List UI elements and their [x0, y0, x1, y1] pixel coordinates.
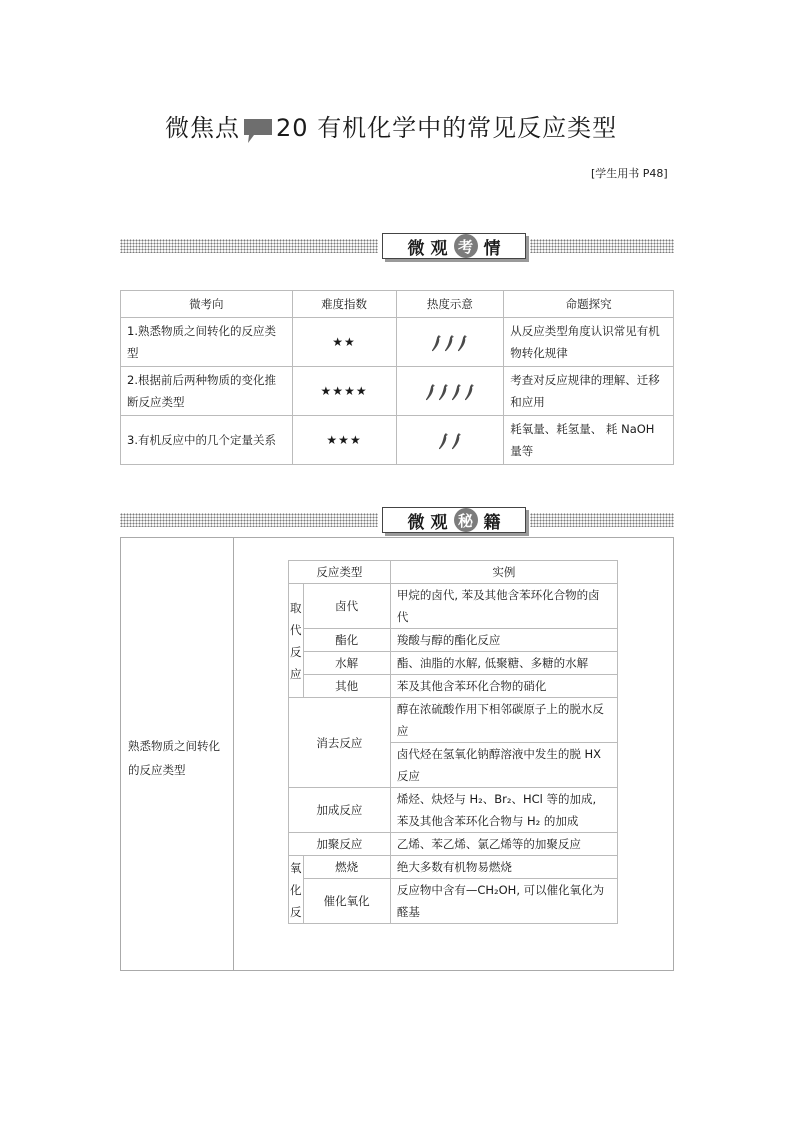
reaction-type: 水解	[303, 652, 390, 675]
reaction-type: 加成反应	[289, 788, 391, 833]
badge-char: 微	[407, 512, 425, 533]
heat-peppers	[396, 416, 504, 465]
table-row	[289, 629, 618, 652]
reaction-example: 酯、油脂的水解, 低聚糖、多糖的水解	[390, 652, 617, 675]
badge-circle-char: 考	[454, 234, 478, 258]
speech-bubble-icon	[242, 118, 274, 140]
column-header: 热度示意	[396, 291, 504, 318]
column-header: 命题探究	[504, 291, 674, 318]
badge-char: 情	[483, 238, 501, 259]
section-header-miji	[120, 507, 674, 533]
reaction-type: 催化氧化	[303, 879, 390, 924]
badge-char: 籍	[483, 512, 501, 533]
column-header: 难度指数	[292, 291, 396, 318]
reaction-example: 绝大多数有机物易燃烧	[390, 856, 617, 879]
section-badge	[382, 233, 526, 259]
table-header-row	[121, 291, 674, 318]
heat-peppers	[396, 318, 504, 367]
reaction-example: 甲烷的卤代, 苯及其他含苯环化合物的卤代	[390, 584, 617, 629]
reaction-example: 乙烯、苯乙烯、氯乙烯等的加聚反应	[390, 833, 617, 856]
dotted-rule-right	[530, 513, 674, 527]
table-row	[289, 675, 618, 698]
table-row	[289, 879, 618, 924]
reaction-example: 反应物中含有—CH₂OH, 可以催化氧化为醛基	[390, 879, 617, 924]
chili-pepper-icon	[444, 334, 455, 352]
badge-char: 微	[407, 238, 425, 259]
badge-circle-char: 秘	[454, 508, 478, 532]
chili-pepper-icon	[425, 383, 436, 401]
table-row	[289, 698, 618, 743]
chili-pepper-icon	[451, 432, 462, 450]
reaction-example: 苯及其他含苯环化合物的硝化	[390, 675, 617, 698]
badge-char: 观	[430, 512, 448, 533]
table-row	[289, 652, 618, 675]
table-row	[121, 318, 674, 367]
chili-pepper-icon	[438, 432, 449, 450]
table-row	[289, 856, 618, 879]
column-header: 实例	[390, 561, 617, 584]
explore-cell: 耗氧量、耗氢量、 耗 NaOH 量等	[504, 416, 674, 465]
title-prefix: 微焦点	[165, 114, 240, 142]
badge-char: 观	[430, 238, 448, 259]
difficulty-stars: ★★★★	[292, 367, 396, 416]
reaction-example: 烯烃、炔烃与 H₂、Br₂、HCl 等的加成, 苯及其他含苯环化合物与 H₂ 的加成	[390, 788, 617, 833]
dotted-rule-left	[120, 513, 378, 527]
explore-cell: 从反应类型角度认识常见有机物转化规律	[504, 318, 674, 367]
reaction-type: 消去反应	[289, 698, 391, 788]
reaction-type: 酯化	[303, 629, 390, 652]
direction-cell: 3.有机反应中的几个定量关系	[121, 416, 293, 465]
section-badge	[382, 507, 526, 533]
table-header-row	[289, 561, 618, 584]
page-title	[165, 108, 617, 143]
divider	[233, 538, 234, 970]
direction-cell: 2.根据前后两种物质的变化推断反应类型	[121, 367, 293, 416]
difficulty-stars: ★★	[292, 318, 396, 367]
dotted-rule-left	[120, 239, 378, 253]
column-header: 微考向	[121, 291, 293, 318]
book-reference: [学生用书 P48]	[591, 167, 668, 180]
reaction-type-table	[288, 560, 618, 924]
group-label-oxidation: 氧 化 反	[289, 856, 304, 924]
title-number: 20	[276, 114, 309, 142]
section-header-kaoqing	[120, 233, 674, 259]
reaction-type: 燃烧	[303, 856, 390, 879]
chili-pepper-icon	[457, 334, 468, 352]
reaction-type: 其他	[303, 675, 390, 698]
reaction-example: 卤代烃在氢氧化钠醇溶液中发生的脱 HX 反应	[390, 743, 617, 788]
chili-pepper-icon	[438, 383, 449, 401]
table-row	[121, 367, 674, 416]
table-row	[289, 788, 618, 833]
table-row	[289, 833, 618, 856]
dotted-rule-right	[530, 239, 674, 253]
reaction-example: 羧酸与醇的酯化反应	[390, 629, 617, 652]
difficulty-stars: ★★★	[292, 416, 396, 465]
table-row	[289, 584, 618, 629]
title-main: 有机化学中的常见反应类型	[317, 114, 618, 142]
table-row	[121, 416, 674, 465]
topic-label: 熟悉物质之间转化的反应类型	[128, 739, 220, 777]
reaction-example: 醇在浓硫酸作用下相邻碳原子上的脱水反应	[390, 698, 617, 743]
reaction-type: 卤代	[303, 584, 390, 629]
group-label-substitution: 取 代 反 应	[289, 584, 304, 698]
column-header: 反应类型	[289, 561, 391, 584]
direction-cell: 1.熟悉物质之间转化的反应类型	[121, 318, 293, 367]
exam-direction-table	[120, 290, 674, 465]
heat-peppers	[396, 367, 504, 416]
reaction-type: 加聚反应	[289, 833, 391, 856]
chili-pepper-icon	[431, 334, 442, 352]
chili-pepper-icon	[464, 383, 475, 401]
explore-cell: 考查对反应规律的理解、迁移和应用	[504, 367, 674, 416]
chili-pepper-icon	[451, 383, 462, 401]
